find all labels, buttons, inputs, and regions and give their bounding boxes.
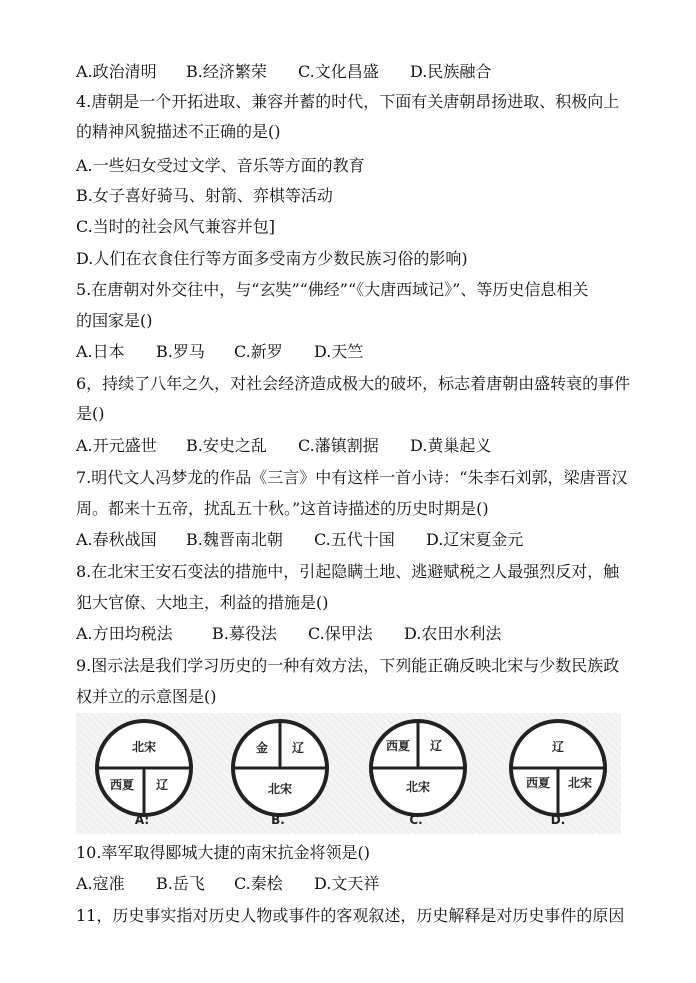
q5-option-a: A.日本 [76,342,125,361]
q8-option-b: B.募役法 [212,624,277,643]
q9-stem-line1: 9.图示法是我们学习历史的一种有效方法，下列能正确反映北宋与少数民族政 [76,656,620,675]
q5-stem-line1: 5.在唐朝对外交往中，与“玄奘”“佛经”“《大唐西域记》”、等历史信息相关 [76,280,589,299]
q4-option-c: C.当时的社会风气兼容并包] [76,217,276,236]
q9-diagram-c-caption: C. [409,813,423,827]
q9-diagram-c-bottom: 北宋 [405,780,431,794]
q9-diagram-a-bottom-left: 西夏 [109,778,135,792]
q4-option-a: A.一些妇女受过文学、音乐等方面的教育 [76,156,365,175]
q7-options [76,529,636,551]
q9-diagram-a-top: 北宋 [131,740,157,754]
q10-stem: 10.率军取得郾城大捷的南宋抗金将领是() [76,843,370,862]
q7-option-b: B.魏晋南北朝 [186,530,283,549]
q8-options [76,623,636,645]
q10-option-a: A.寇准 [76,874,125,893]
q9-stem-line2: 权并立的示意图是() [76,687,217,706]
q6-option-c: C.藩镇割据 [298,436,379,455]
q3-option-b: B.经济繁荣 [186,62,267,81]
q9-figure [76,713,621,834]
q9-diagram-b-caption: B. [271,813,285,827]
q9-diagram-b-bottom: 北宋 [267,782,293,796]
q9-diagram-a-caption: A: [134,813,150,827]
q3-option-a: A.政治清明 [76,62,157,81]
q3-option-c: C.文化昌盛 [298,62,379,81]
q10-option-c: C.秦桧 [234,874,283,893]
q9-diagram-c-top-right: 辽 [429,739,443,753]
q10-options [76,873,636,895]
q6-option-a: A.开元盛世 [76,436,157,455]
q11-stem-line1: 11，历史事实指对历史人物或事件的客观叙述，历史解释是对历史事件的原因 [76,906,625,925]
q5-option-c: C.新罗 [234,342,283,361]
q8-option-d: D.农田水利法 [404,624,502,643]
q9-diagram-b-top-left: 金 [255,741,269,755]
q5-option-b: B.罗马 [156,342,205,361]
q9-diagram-b [212,713,348,834]
q8-option-a: A.方田均税法 [76,624,173,643]
q9-diagram-a [76,713,212,834]
q8-stem-line1: 8.在北宋王安石变法的措施中，引起隐瞒土地、逃避赋税之人最强烈反对，触 [76,562,620,581]
q9-diagram-c [348,713,484,834]
q10-option-d: D.文天祥 [314,874,380,893]
q5-stem-line2: 的国家是() [76,311,153,330]
q4-stem-line1: 4.唐朝是一个开拓进取、兼容并蓄的时代，下面有关唐朝昂扬进取、积极向上 [76,92,620,111]
q10-option-b: B.岳飞 [156,874,205,893]
q4-stem-line2: 的精神风貌描述不正确的是() [76,122,281,141]
q8-option-c: C.保甲法 [308,624,373,643]
q9-diagram-d-bottom-left: 西夏 [525,776,551,790]
q4-option-b: B.女子喜好骑马、射箭、弈棋等活动 [76,186,333,205]
q7-stem-line2: 周。都来十五帝，扰乱五十秋。”这首诗描述的历史时期是() [76,499,489,518]
q9-diagram-b-top-right: 辽 [291,741,305,755]
q6-option-b: B.安史之乱 [186,436,267,455]
q9-diagram-d-caption: D. [550,813,566,827]
q6-options [76,435,636,457]
q9-diagram-d-top: 辽 [551,740,565,754]
q8-stem-line2: 犯大官僚、大地主，利益的措施是() [76,593,329,612]
q5-option-d: D.天竺 [314,342,364,361]
q7-option-a: A.春秋战国 [76,530,157,549]
q9-diagram-c-top-left: 西夏 [385,739,411,753]
q6-option-d: D.黄巢起义 [410,436,492,455]
q5-options [76,341,636,363]
q6-stem-line2: 是() [76,404,105,423]
q7-option-c: C.五代十国 [314,530,395,549]
q7-stem-line1: 7.明代文人冯梦龙的作品《三言》中有这样一首小诗：“朱李石刘郭，梁唐晋汉 [76,468,628,487]
q3-options [76,61,636,83]
q9-diagram-a-bottom-right: 辽 [155,778,169,792]
q7-option-d: D.辽宋夏金元 [426,530,524,549]
q9-diagram-d-bottom-right: 北宋 [567,776,593,790]
q9-diagram-d [484,713,620,834]
q6-stem-line1: 6，持续了八年之久，对社会经济造成极大的破坏，标志着唐朝由盛转衰的事件 [76,374,631,393]
q3-option-d: D.民族融合 [410,62,492,81]
q4-option-d: D.人们在衣食住行等方面多受南方少数民族习俗的影响) [76,249,468,268]
